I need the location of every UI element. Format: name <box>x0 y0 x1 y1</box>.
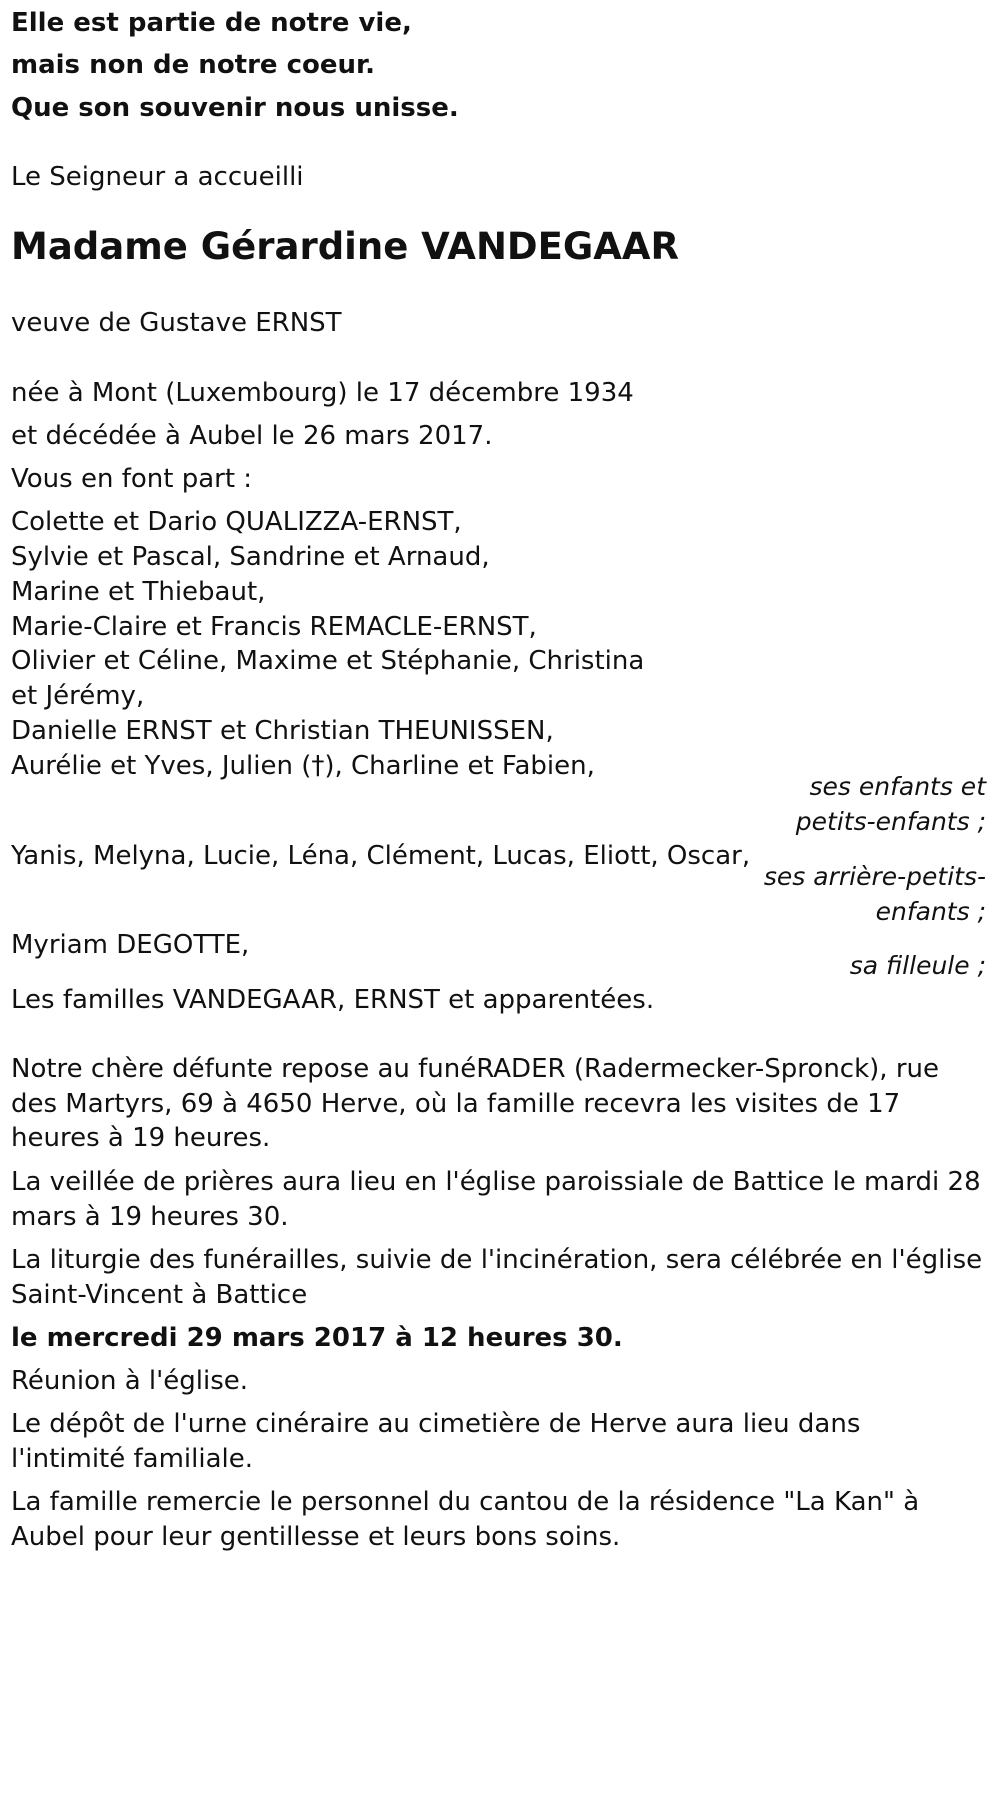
birth-info: née à Mont (Luxembourg) le 17 décembre 1934 <box>11 378 634 408</box>
family-line: Marine et Thiebaut, <box>11 577 266 607</box>
family-line: Marie-Claire et Francis REMACLE-ERNST, <box>11 612 537 642</box>
vigil-line: mars à 19 heures 30. <box>11 1202 289 1232</box>
goddaughter: Myriam DEGOTTE, <box>11 930 250 960</box>
families-line: Les familles VANDEGAAR, ERNST et apparentées. <box>11 985 655 1015</box>
meeting-info: Réunion à l'église. <box>11 1366 249 1396</box>
obituary-page <box>11 0 991 1803</box>
repose-line: heures à 19 heures. <box>11 1123 271 1153</box>
poem-line-1: Elle est partie de notre vie, <box>11 8 412 38</box>
family-line: Olivier et Céline, Maxime et Stéphanie, Christina <box>11 646 645 676</box>
poem-line-3: Que son souvenir nous unisse. <box>11 93 459 123</box>
poem-line-2: mais non de notre coeur. <box>11 50 376 80</box>
great-grandchildren-role-line-2: enfants ; <box>875 897 986 926</box>
great-grandchildren: Yanis, Melyna, Lucie, Léna, Clément, Lucas, Eliott, Oscar, <box>11 841 751 871</box>
children-role-line-2: petits-enfants ; <box>795 807 986 836</box>
repose-line: des Martyrs, 69 à 4650 Herve, où la famille recevra les visites de 17 <box>11 1089 901 1119</box>
family-line: Sylvie et Pascal, Sandrine et Arnaud, <box>11 542 490 572</box>
family-line: Aurélie et Yves, Julien (†), Charline et Fabien, <box>11 751 595 781</box>
children-role-line-1: ses enfants et <box>809 772 986 801</box>
death-info: et décédée à Aubel le 26 mars 2017. <box>11 421 493 451</box>
liturgy-line: La liturgie des funérailles, suivie de l'incinération, sera célébrée en l'église <box>11 1245 983 1275</box>
thanks-line: Aubel pour leur gentillesse et leurs bons soins. <box>11 1522 621 1552</box>
urn-line: Le dépôt de l'urne cinéraire au cimetière de Herve aura lieu dans <box>11 1409 861 1439</box>
family-line: Colette et Dario QUALIZZA-ERNST, <box>11 507 462 537</box>
family-line: Danielle ERNST et Christian THEUNISSEN, <box>11 716 554 746</box>
great-grandchildren-role-line-1: ses arrière-petits- <box>763 862 986 891</box>
family-line: et Jérémy, <box>11 681 145 711</box>
intro-text: Le Seigneur a accueilli <box>11 162 304 192</box>
funeral-date: le mercredi 29 mars 2017 à 12 heures 30. <box>11 1323 623 1353</box>
announce-label: Vous en font part : <box>11 464 253 494</box>
deceased-name: Madame Gérardine VANDEGAAR <box>11 225 680 268</box>
urn-line: l'intimité familiale. <box>11 1444 253 1474</box>
widow-of: veuve de Gustave ERNST <box>11 308 342 338</box>
goddaughter-role: sa filleule ; <box>849 951 986 980</box>
liturgy-line: Saint-Vincent à Battice <box>11 1280 308 1310</box>
vigil-line: La veillée de prières aura lieu en l'église paroissiale de Battice le mardi 28 <box>11 1167 981 1197</box>
repose-line: Notre chère défunte repose au funéRADER (Radermecker-Spronck), rue <box>11 1054 939 1084</box>
thanks-line: La famille remercie le personnel du cantou de la résidence "La Kan" à <box>11 1487 920 1517</box>
